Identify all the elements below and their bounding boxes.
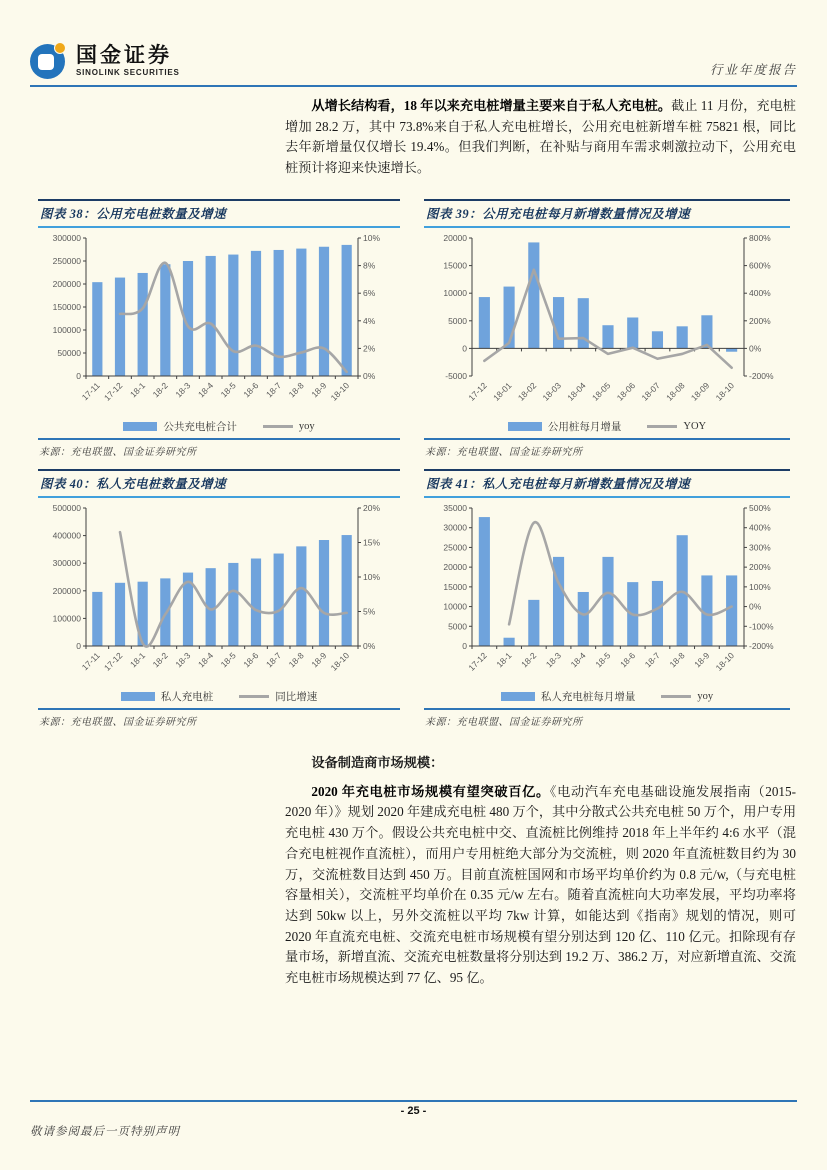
svg-text:10%: 10% [363,233,381,243]
svg-text:18-09: 18-09 [688,380,712,403]
svg-text:4%: 4% [363,315,376,326]
svg-text:0: 0 [76,641,81,651]
svg-text:300%: 300% [749,542,771,553]
svg-text:18-6: 18-6 [618,650,638,670]
chart-40-source: 来源：充电联盟、国金证券研究所 [39,717,197,728]
svg-text:18-8: 18-8 [286,650,306,670]
legend-line-label: yoy [298,420,315,432]
chart-41-title: 图表 41：私人充电桩每月新增数量情况及增速 [424,469,790,498]
figure-41 [424,469,790,728]
svg-text:0%: 0% [749,601,762,612]
svg-text:18-04: 18-04 [565,380,588,403]
svg-text:17-11: 17-11 [79,650,102,673]
svg-text:5%: 5% [363,606,376,617]
intro-lead-bold: 从增长结构看，18 年以来充电桩增量主要来自于私人充电桩。 [311,98,672,113]
svg-text:100%: 100% [749,581,771,592]
chart-38-source: 来源：充电联盟、国金证券研究所 [39,447,197,458]
svg-text:200000: 200000 [52,585,81,596]
svg-text:18-4: 18-4 [568,650,588,670]
chart-38-canvas [38,232,398,424]
svg-text:18-9: 18-9 [309,380,329,400]
page-footer [30,1100,797,1139]
svg-text:18-4: 18-4 [195,650,216,670]
svg-text:17-11: 17-11 [79,380,102,403]
svg-text:18-3: 18-3 [173,650,193,670]
svg-text:15000: 15000 [443,260,467,271]
logo-en-text: SINOLINK SECURITIES [76,67,180,77]
svg-text:18-1: 18-1 [127,380,148,400]
svg-text:18-7: 18-7 [263,650,284,670]
legend-line-label: YOY [683,420,707,432]
svg-text:300000: 300000 [52,233,81,243]
svg-text:18-6: 18-6 [241,380,261,400]
chart-38-title: 图表 38：公用充电桩数量及增速 [38,199,400,228]
legend-line-swatch-icon [263,425,293,428]
svg-text:0%: 0% [363,371,376,381]
svg-text:18-5: 18-5 [218,380,238,400]
legend-bar-swatch-icon [121,692,155,701]
svg-text:500%: 500% [749,503,771,513]
svg-text:-100%: -100% [749,621,774,632]
legend-line-label: 同比增速 [275,691,318,703]
svg-text:500000: 500000 [52,503,81,513]
chart-41-legend [424,688,790,704]
chart-39-canvas [424,232,784,424]
svg-text:5000: 5000 [448,315,467,326]
svg-text:18-7: 18-7 [263,380,284,400]
svg-text:-200%: -200% [749,641,774,651]
svg-text:18-1: 18-1 [494,650,514,670]
chart-40-title: 图表 40：私人充电桩数量及增速 [38,469,400,498]
svg-text:18-10: 18-10 [328,650,352,673]
svg-text:50000: 50000 [57,348,81,358]
svg-text:18-9: 18-9 [692,650,712,670]
market-section [285,753,796,989]
svg-text:25000: 25000 [443,542,467,553]
svg-text:17-12: 17-12 [101,380,125,403]
svg-text:400%: 400% [749,288,771,299]
svg-text:18-9: 18-9 [309,650,329,670]
svg-text:8%: 8% [363,260,376,271]
figure-40 [38,469,400,728]
chart-41-source: 来源：充电联盟、国金证券研究所 [425,717,583,728]
svg-text:18-06: 18-06 [614,380,638,403]
charts-grid [38,199,792,728]
market-body-text: 《电动汽车充电基础设施发展指南（2015-2020 年）》规划 2020 年建成充电桩 480 万个，其中分散式公共充电桩 50 万个，用户专用充电桩 430 万个。假设公共充电桩中交、直流桩比例维持 2018 年上半年约 4:6 水平（混合充电桩视作直流桩），而用户专用桩绝大部分为交流桩，则 2020 年直流桩数目约为 30 万，交流桩数目达到 450 万。目前直流桩国网和市场平均单价约为 0.8 元/w,（与充电桩容量相关），交流桩平均单价在 0.35 元/w 左右。随着直流桩向大功率发展，平均功率将达到 50kw 以上，另外交流桩以平均 7kw 计算，如能达到《指南》规划的情况，则可 2020 年直流充电桩、交流充电桩市场规模有望分别达到 120 亿、110 亿元。扣除现有存量市场，新增直流、交流充电桩数量将分别达到 19.2 万、386.2 万，对应新增直流、交流充电桩市场规模达到 77 亿、95 亿。 [285,783,797,986]
chart-39-legend [424,418,790,434]
sinolink-logo [30,42,180,80]
svg-text:10000: 10000 [443,601,467,612]
svg-text:400%: 400% [749,522,771,533]
svg-text:18-05: 18-05 [589,380,613,403]
svg-text:18-8: 18-8 [667,650,687,670]
svg-text:18-10: 18-10 [713,380,737,403]
svg-text:6%: 6% [363,288,376,299]
svg-text:18-03: 18-03 [540,380,563,403]
sinolink-logo-icon [30,42,68,80]
legend-line-label: yoy [697,690,714,702]
svg-text:18-2: 18-2 [150,650,170,670]
svg-text:18-5: 18-5 [593,650,613,670]
legend-bar-swatch-icon [501,692,535,701]
chart-41-canvas [424,502,784,694]
svg-text:150000: 150000 [52,302,81,312]
svg-text:18-2: 18-2 [519,650,539,670]
figure-38 [38,199,400,458]
svg-text:200000: 200000 [52,279,81,289]
svg-text:-5000: -5000 [445,371,467,381]
svg-text:18-08: 18-08 [664,380,687,403]
svg-text:18-02: 18-02 [515,380,539,403]
svg-text:18-6: 18-6 [241,650,261,670]
svg-text:35000: 35000 [443,503,467,513]
svg-text:400000: 400000 [52,530,81,541]
svg-text:0%: 0% [749,343,762,354]
svg-text:250000: 250000 [52,256,81,266]
svg-text:18-07: 18-07 [639,380,662,403]
svg-text:17-12: 17-12 [466,380,489,403]
svg-text:10000: 10000 [443,288,467,299]
legend-bar-label: 公用桩每月增量 [547,421,622,433]
svg-text:15%: 15% [363,537,381,548]
market-paragraph [285,782,796,989]
svg-text:-200%: -200% [749,371,774,381]
svg-text:0: 0 [462,343,467,354]
footer-divider [30,1100,797,1102]
svg-text:18-7: 18-7 [642,650,662,670]
legend-bar-label: 私人充电桩 [160,691,214,703]
svg-text:15000: 15000 [443,581,467,592]
svg-text:18-3: 18-3 [173,380,193,400]
svg-text:10%: 10% [363,572,381,582]
chart-39-source: 来源：充电联盟、国金证券研究所 [425,447,583,458]
chart-38-legend [38,418,400,434]
legend-line-swatch-icon [647,425,677,428]
legend-bar-label: 私人充电桩每月增量 [540,691,636,703]
logo-cn-text: 国金证券 [76,44,172,68]
svg-text:300000: 300000 [52,558,81,569]
svg-text:200%: 200% [749,562,771,573]
svg-text:200%: 200% [749,315,771,326]
svg-text:18-4: 18-4 [195,380,216,400]
header-divider [30,85,797,87]
chart-40-canvas [38,502,398,694]
svg-text:18-8: 18-8 [286,380,306,400]
legend-bar-swatch-icon [123,422,157,431]
svg-text:600%: 600% [749,260,771,271]
svg-text:0%: 0% [363,641,376,651]
intro-paragraph [285,96,796,179]
svg-text:5000: 5000 [448,621,467,632]
svg-text:800%: 800% [749,233,771,243]
legend-line-swatch-icon [239,695,269,698]
report-type-label: 行业年度报告 [709,63,797,77]
svg-text:0: 0 [76,371,81,381]
svg-text:2%: 2% [363,343,376,354]
svg-text:30000: 30000 [443,522,467,533]
svg-text:18-01: 18-01 [491,380,514,403]
legend-bar-label: 公共充电桩合计 [163,421,237,433]
svg-text:18-2: 18-2 [150,380,170,400]
svg-text:18-3: 18-3 [543,650,563,670]
svg-text:100000: 100000 [52,613,81,624]
svg-text:18-5: 18-5 [218,650,238,670]
figure-39 [424,199,790,458]
svg-text:20000: 20000 [443,562,467,573]
svg-text:17-12: 17-12 [101,650,125,673]
svg-text:18-1: 18-1 [127,650,148,670]
svg-text:20%: 20% [363,503,381,513]
svg-text:0: 0 [462,641,467,651]
page-header [30,42,797,87]
legend-line-swatch-icon [661,695,691,698]
footer-disclaimer: 敬请参阅最后一页特别声明 [30,1126,180,1138]
svg-text:100000: 100000 [52,325,81,335]
intro-body-text: 截止 11 月份，充电桩增加 28.2 万，其中 73.8%来自于私人充电桩增长，公用充电桩新增车桩 75821 根，同比去年新增量仅仅增长 19.4%。但我们判断，在补贴与商用车需求刺激拉动下，公用充电桩预计将迎来快速增长。 [285,98,796,176]
market-lead-bold: 2020 年充电桩市场规模有望突破百亿。 [311,783,550,799]
page-number: - 25 - [400,1105,427,1117]
svg-text:18-10: 18-10 [328,380,352,403]
chart-40-legend [38,688,400,704]
svg-text:20000: 20000 [443,233,467,243]
market-section-heading: 设备制造商市场规模： [311,755,444,770]
chart-39-title: 图表 39：公用充电桩每月新增数量情况及增速 [424,199,790,228]
svg-text:17-12: 17-12 [466,650,489,673]
legend-bar-swatch-icon [508,422,542,431]
svg-text:18-10: 18-10 [713,650,737,673]
